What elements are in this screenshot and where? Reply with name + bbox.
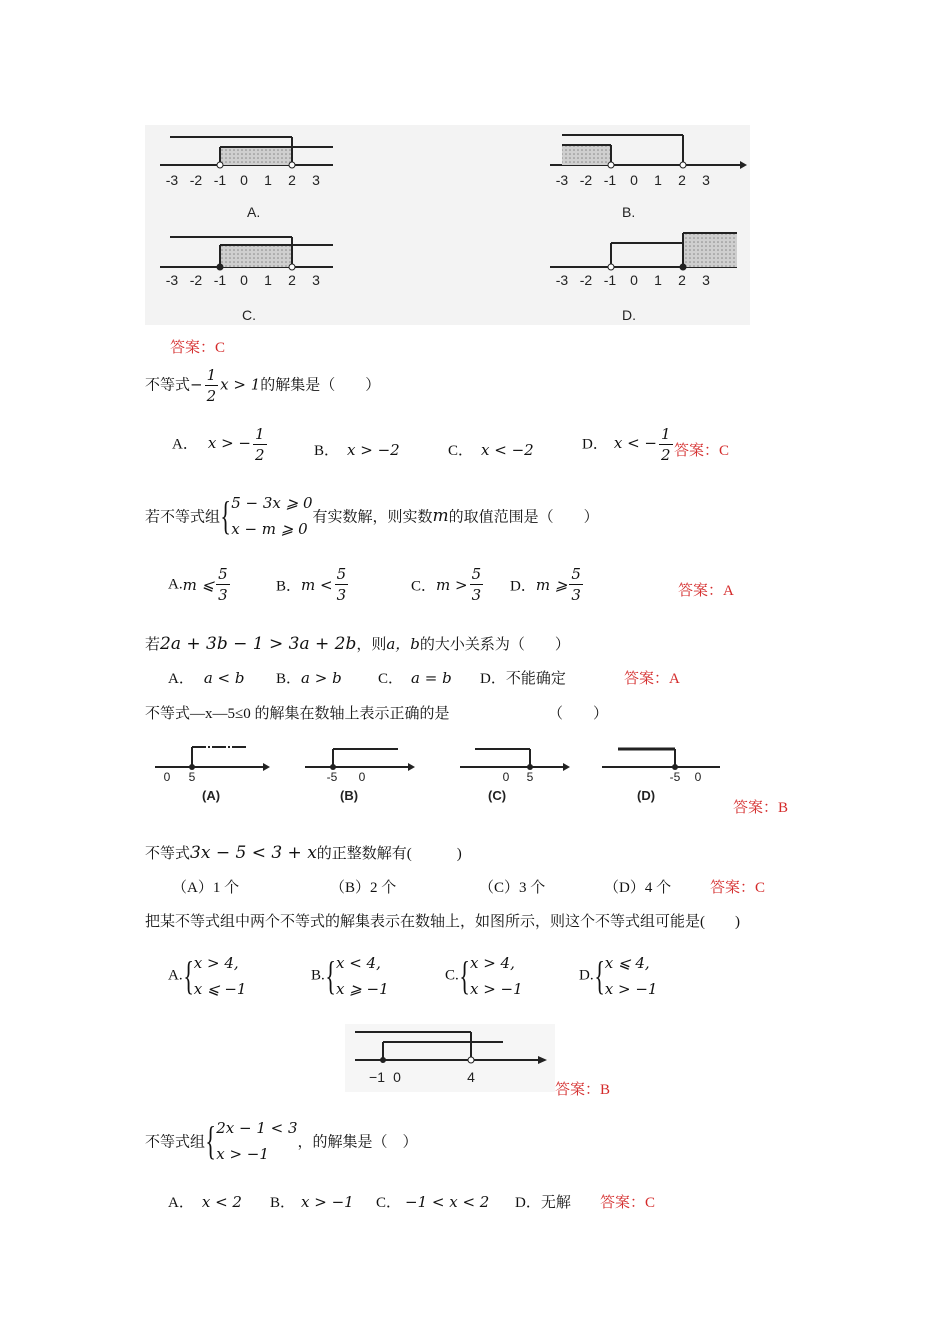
- tick-label: -2: [189, 172, 203, 188]
- q5-line-b: [305, 749, 415, 771]
- q3-brace: {: [220, 493, 231, 538]
- fig-label-a: A.: [247, 204, 261, 220]
- q5-paren: （ ）: [548, 706, 609, 722]
- tick-label: -1: [213, 172, 227, 188]
- q8-opt-d: D．无解: [515, 1195, 571, 1211]
- number-line-d: [550, 233, 737, 270]
- tick-label: 3: [702, 172, 710, 188]
- q6-opt-b: （B）2 个: [330, 880, 397, 896]
- tick-label: −1: [369, 1069, 385, 1085]
- q2-opt-b: B． x > −2: [314, 441, 400, 459]
- q2-opt-a: A． x > − $\frac{1}{2}$: [172, 425, 265, 464]
- tick-label: -5: [326, 770, 338, 784]
- tick-label: -2: [579, 172, 593, 188]
- q2-answer: 答案：C: [674, 443, 730, 459]
- fig-label-d: D.: [622, 307, 636, 323]
- fig-label-c: C.: [242, 307, 256, 323]
- tick-label: 2: [678, 272, 686, 288]
- tick-label: 1: [654, 272, 662, 288]
- tick-label: 5: [188, 770, 196, 784]
- q2-stem-tail: 的解集是（ ）: [260, 377, 381, 394]
- q5-figures: [150, 738, 740, 808]
- tick-label: 0: [393, 1069, 401, 1085]
- q5-line-d: [602, 749, 720, 770]
- q4-stem-vars: a，b: [386, 635, 420, 653]
- tick-label: -1: [603, 172, 617, 188]
- tick-label: 0: [358, 770, 366, 784]
- q3-opt-d: D．m ⩾ $\frac{5}{3}$: [510, 565, 581, 604]
- tick-label: -3: [165, 272, 179, 288]
- q4-opt-d: D．不能确定: [480, 671, 566, 687]
- tick-label: -3: [555, 272, 569, 288]
- q7-opt-b: B.{ x < 4, x ⩾ −1: [311, 953, 389, 998]
- q6-answer: 答案：C: [710, 880, 766, 896]
- q2-opt-c: C． x < −2: [448, 441, 534, 459]
- q1-answer: 答案：C: [170, 340, 226, 356]
- tick-label: 1: [264, 272, 272, 288]
- fig-label-b: B.: [622, 204, 636, 220]
- tick-label: 3: [702, 272, 710, 288]
- q3-answer: 答案：A: [678, 583, 734, 599]
- tick-label: 1: [654, 172, 662, 188]
- tick-label: -2: [579, 272, 593, 288]
- q5-label-d: (D): [637, 788, 656, 803]
- q6-stem-expr: 3x − 5 < 3 + x: [190, 843, 317, 863]
- tick-label: 0: [240, 272, 248, 288]
- q2-stem-text: 不等式: [145, 377, 191, 394]
- tick-label: -1: [603, 272, 617, 288]
- q1-figure-block: [145, 125, 750, 325]
- q8-opt-c: C． −1 < x < 2: [376, 1193, 490, 1211]
- q3-stem-var: m: [432, 506, 449, 526]
- tick-label: 0: [630, 272, 638, 288]
- q4-answer: 答案：A: [624, 671, 680, 687]
- q4-stem: 若2a + 3b − 1 > 3a + 2b，则a，b的大小关系为（ ）: [145, 634, 570, 654]
- q2-stem-neg: −: [190, 375, 203, 394]
- q7-answer: 答案：B: [555, 1082, 611, 1098]
- tick-label: -2: [189, 272, 203, 288]
- tick-label: -1: [213, 272, 227, 288]
- q7-stem: 把某不等式组中两个不等式的解集表示在数轴上，如图所示，则这个不等式组可能是( ): [145, 914, 740, 930]
- q5-label-a: (A): [202, 788, 221, 803]
- tick-label: 0: [694, 770, 702, 784]
- tick-label: -3: [555, 172, 569, 188]
- number-line-c: [160, 237, 333, 270]
- q7-opt-d: D.{ x ⩽ 4, x > −1: [579, 953, 658, 998]
- tick-label: 0: [163, 770, 171, 784]
- q8-answer: 答案：C: [600, 1195, 656, 1211]
- q4-opt-a: A． a < b: [168, 669, 245, 687]
- q4-stem-expr: 2a + 3b − 1 > 3a + 2b: [160, 634, 357, 654]
- q5-stem: 不等式—x—5≤0 的解集在数轴上表示正确的是: [145, 706, 450, 722]
- q5-line-a: [155, 747, 270, 771]
- q5-label-c: (C): [488, 788, 507, 803]
- q7-figure: [345, 1024, 555, 1092]
- q8-system: 2x − 1 < 3 x > −1: [216, 1119, 298, 1163]
- q6-opt-d: （D）4 个: [604, 880, 672, 896]
- tick-label: -5: [669, 770, 681, 784]
- q6-opt-c: （C）3 个: [479, 880, 546, 896]
- q3-stem-tail: 的取值范围是（ ）: [448, 509, 599, 526]
- q4-opt-b: B．a > b: [276, 669, 342, 687]
- q1-number-lines: [145, 125, 750, 325]
- q6-opt-a: （A）1 个: [172, 880, 240, 896]
- q8-stem: 不等式组{ 2x − 1 < 3 x > −1 ，的解集是（ ）: [145, 1115, 418, 1167]
- q6-stem: 不等式3x − 5 < 3 + x的正整数解有( ): [145, 843, 462, 863]
- q5-label-b: (B): [340, 788, 359, 803]
- q2-stem-expr: x > 1: [220, 375, 261, 394]
- tick-label: 2: [678, 172, 686, 188]
- q3-options: [168, 567, 748, 613]
- tick-label: -3: [165, 172, 179, 188]
- q3-stem-middle: 有实数解，则实数: [312, 509, 433, 526]
- q5-answer: 答案：B: [733, 800, 789, 816]
- tick-label: 4: [467, 1069, 475, 1085]
- tick-label: 0: [630, 172, 638, 188]
- q3-stem-text: 若不等式组: [145, 509, 221, 526]
- tick-label: 3: [312, 172, 320, 188]
- number-line-a: [160, 137, 333, 168]
- tick-label: 1: [264, 172, 272, 188]
- q5-line-c: [460, 749, 570, 771]
- q3-stem: [145, 490, 599, 542]
- q7-options: [168, 950, 688, 1006]
- q8-opt-a: A． x < 2: [168, 1193, 242, 1211]
- tick-label: 0: [240, 172, 248, 188]
- q3-system: 5 − 3x ⩾ 0 x − m ⩾ 0: [231, 494, 313, 538]
- q2-opt-d: D． x < − $\frac{1}{2}$: [582, 425, 671, 464]
- q3-opt-c: C．m > $\frac{5}{3}$: [411, 565, 482, 604]
- tick-label: 5: [526, 770, 534, 784]
- number-line-b: [550, 135, 747, 169]
- tick-label: 2: [288, 272, 296, 288]
- q7-opt-a: A.{ x > 4, x ⩽ −1: [168, 953, 247, 998]
- tick-label: 0: [502, 770, 510, 784]
- q2-stem-fraction: $\frac{1}{2}$: [206, 366, 217, 405]
- tick-label: 2: [288, 172, 296, 188]
- tick-label: 3: [312, 272, 320, 288]
- q2-stem: [145, 368, 380, 404]
- q3-opt-a: A.m ⩽ $\frac{5}{3}$: [168, 565, 228, 604]
- q4-opt-c: C． a = b: [378, 669, 452, 687]
- q7-opt-c: C.{ x > 4, x > −1: [445, 953, 523, 998]
- q3-opt-b: B．m < $\frac{5}{3}$: [276, 565, 347, 604]
- q8-opt-b: B． x > −1: [270, 1193, 354, 1211]
- q8-brace: {: [205, 1118, 216, 1163]
